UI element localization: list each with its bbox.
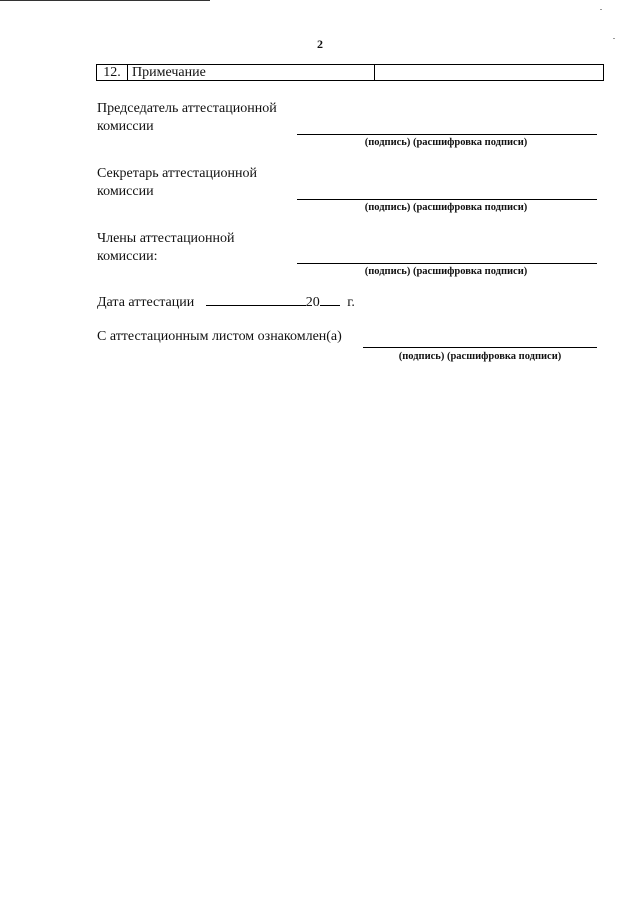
members-signature-caption: (подпись) (расшифровка подписи): [364, 266, 528, 277]
secretary-label-line1: Секретарь аттестационной: [97, 166, 257, 181]
row-number: 12.: [97, 65, 128, 81]
attestation-date-row: [97, 293, 355, 311]
members-label-line1: Члены аттестационной: [97, 231, 235, 246]
acknowledgement-signature-line[interactable]: [363, 347, 597, 348]
page-number: 2: [317, 37, 323, 51]
date-day-month-field[interactable]: [206, 293, 306, 306]
date-label: Дата аттестации: [97, 295, 195, 310]
chairman-signature-line[interactable]: [297, 134, 597, 135]
scan-speck: [600, 9, 602, 10]
secretary-signature-caption: (подпись) (расшифровка подписи): [364, 202, 528, 213]
remark-table: [96, 64, 604, 81]
scan-edge-line: [0, 0, 210, 1]
members-label-line2: комиссии:: [97, 249, 158, 264]
secretary-label-line2: комиссии: [97, 184, 154, 199]
row-label: Примечание: [128, 65, 375, 81]
members-signature-line[interactable]: [297, 263, 597, 264]
chairman-signature-caption: (подпись) (расшифровка подписи): [364, 137, 528, 148]
date-year-prefix: 20: [305, 295, 320, 310]
table-row: [97, 65, 604, 81]
date-year-field[interactable]: [320, 293, 340, 306]
date-year-suffix: г.: [347, 295, 355, 310]
acknowledgement-signature-caption: (подпись) (расшифровка подписи): [398, 351, 562, 362]
chairman-label: [97, 100, 277, 136]
chairman-label-line2: комиссии: [97, 119, 154, 134]
secretary-label: [97, 165, 257, 201]
secretary-signature-line[interactable]: [297, 199, 597, 200]
acknowledgement-text: С аттестационным листом ознакомлен(а): [97, 329, 342, 344]
members-label: [97, 230, 235, 266]
remark-value-cell[interactable]: [375, 65, 604, 81]
chairman-label-line1: Председатель аттестационной: [97, 101, 277, 116]
